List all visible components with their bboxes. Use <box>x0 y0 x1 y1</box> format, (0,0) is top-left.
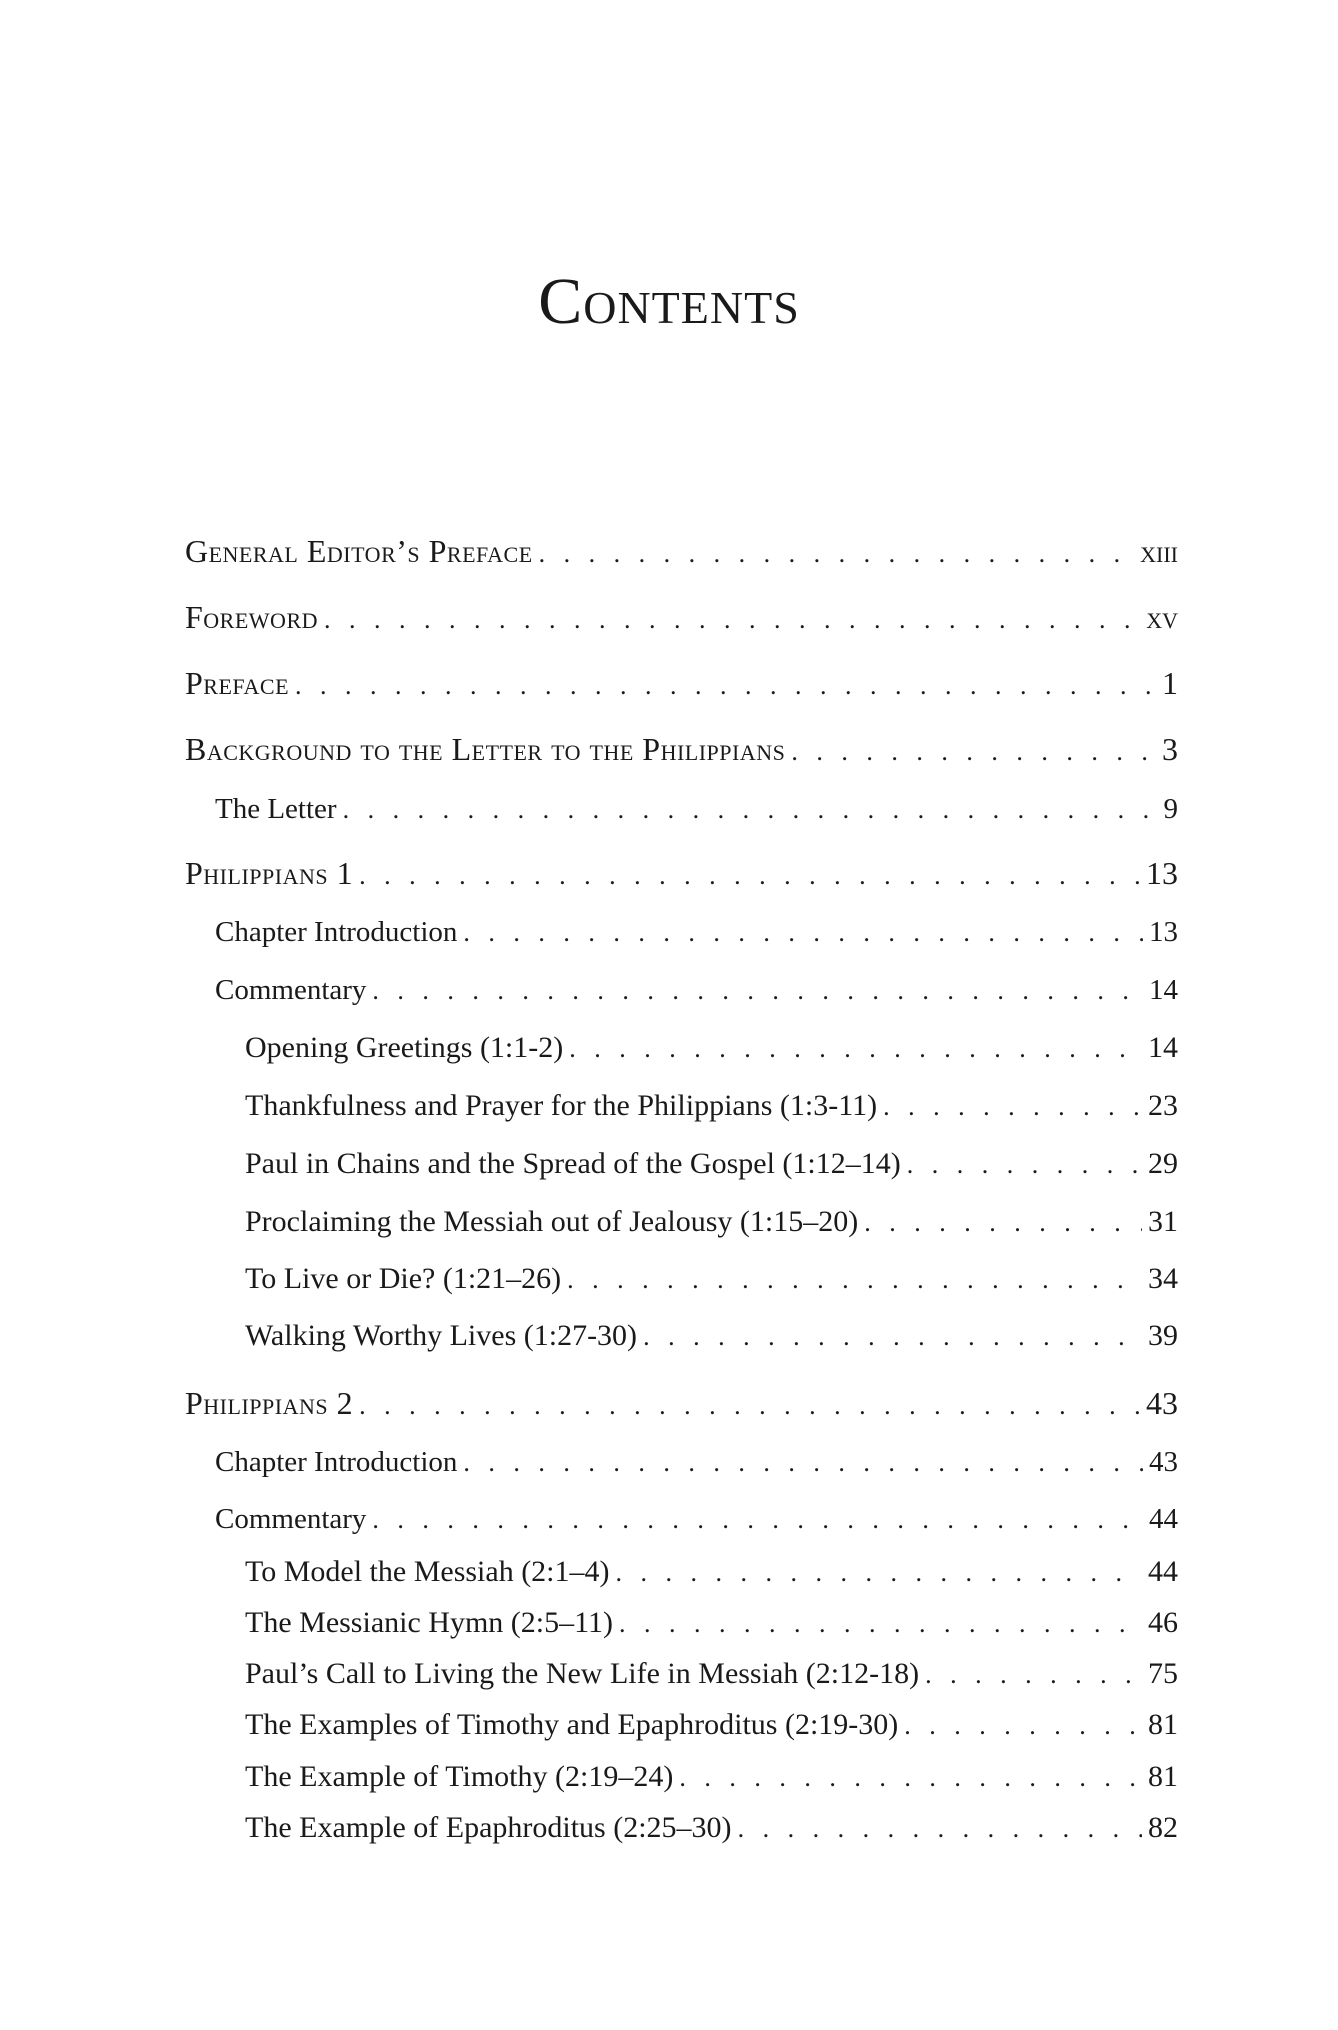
toc-entry-commentary[interactable] <box>185 976 1178 1005</box>
toc-entry-to-live-or-die[interactable] <box>185 1264 1178 1294</box>
dot-leader <box>569 1036 1142 1062</box>
toc-entry-label: Opening Greetings (1:1-2) <box>245 1031 564 1064</box>
toc-page-number: 31 <box>1148 1205 1178 1238</box>
toc-page-number: 1 <box>1162 665 1178 701</box>
toc-page-number: 9 <box>1163 793 1178 825</box>
toc-entry-label: The Example of Timothy (2:19–24) <box>245 1760 674 1793</box>
toc-entry-label: To Live or Die? (1:21–26) <box>245 1262 562 1295</box>
toc-entry-label: Paul in Chains and the Spread of the Gospel (1:12–14) <box>245 1147 901 1180</box>
toc-entry-label: Background to the Letter to the Philippians <box>185 731 786 767</box>
toc-entry-walking-worthy-lives[interactable] <box>185 1321 1178 1351</box>
toc-entry-opening-greetings[interactable] <box>185 1033 1178 1063</box>
toc-entry-label: Foreword <box>185 599 319 635</box>
toc-page-number: 44 <box>1148 1555 1178 1588</box>
dot-leader <box>359 863 1140 889</box>
dot-leader <box>791 739 1156 765</box>
toc-entry-commentary-2[interactable] <box>185 1505 1178 1534</box>
toc-entry-foreword[interactable] <box>185 601 1178 633</box>
toc-entry-label: Walking Worthy Lives (1:27-30) <box>245 1319 638 1352</box>
toc-page-number: 82 <box>1148 1811 1178 1844</box>
toc-page-number: 39 <box>1148 1319 1178 1352</box>
toc-page-number: 81 <box>1148 1760 1178 1793</box>
toc-entry-label: Commentary <box>215 974 367 1006</box>
toc-entry-label: To Model the Messiah (2:1–4) <box>245 1555 610 1588</box>
toc-entry-label: Chapter Introduction <box>215 916 458 948</box>
dot-leader <box>463 920 1143 946</box>
dot-leader <box>372 1507 1143 1533</box>
dot-leader <box>539 541 1134 567</box>
toc-entry-chapter-introduction-2[interactable] <box>185 1448 1178 1477</box>
toc-entry-philippians-2[interactable] <box>185 1387 1178 1419</box>
toc-page-number: 13 <box>1146 855 1178 891</box>
dot-leader <box>643 1324 1142 1350</box>
dot-leader <box>372 978 1143 1004</box>
toc-page-number: 81 <box>1148 1708 1178 1741</box>
toc-page-number: 29 <box>1148 1147 1178 1180</box>
toc-page-number: 75 <box>1148 1657 1178 1690</box>
toc-page-number: 3 <box>1162 731 1178 767</box>
page-title: Contents <box>538 265 800 339</box>
dot-leader <box>738 1816 1142 1842</box>
dot-leader <box>567 1267 1142 1293</box>
toc-page-number: 34 <box>1148 1262 1178 1295</box>
toc-entry-label: Proclaiming the Messiah out of Jealousy (1:15–20) <box>245 1205 859 1238</box>
dot-leader <box>907 1152 1142 1178</box>
toc-entry-label: The Examples of Timothy and Epaphroditus (2:19-30) <box>245 1708 899 1741</box>
toc-page-number: 43 <box>1149 1446 1178 1478</box>
dot-leader <box>463 1450 1143 1476</box>
toc-page-number: 46 <box>1148 1606 1178 1639</box>
toc-entry-examples-timothy-epaphroditus[interactable] <box>185 1710 1178 1740</box>
dot-leader <box>359 1393 1140 1419</box>
toc-page-number: 43 <box>1146 1385 1178 1421</box>
toc-entry-background[interactable] <box>185 733 1178 765</box>
toc-entry-proclaiming-the-messiah[interactable] <box>185 1207 1178 1237</box>
dot-leader <box>616 1560 1142 1586</box>
toc-entry-paul-in-chains[interactable] <box>185 1149 1178 1179</box>
toc-entry-to-model-the-messiah[interactable] <box>185 1557 1178 1587</box>
toc-entry-label: The Example of Epaphroditus (2:25–30) <box>245 1811 732 1844</box>
dot-leader <box>883 1094 1142 1120</box>
toc-page-number: xv <box>1146 599 1178 635</box>
toc-entry-example-of-epaphroditus[interactable] <box>185 1813 1178 1843</box>
dot-leader <box>864 1210 1142 1236</box>
toc-entry-label: Philippians 2 <box>185 1385 354 1421</box>
dot-leader <box>904 1713 1142 1739</box>
toc-entry-label: The Messianic Hymn (2:5–11) <box>245 1606 613 1639</box>
toc-page-number: xiii <box>1140 533 1178 569</box>
toc-entry-label: Thankfulness and Prayer for the Philippians (1:3-11) <box>245 1089 878 1122</box>
dot-leader <box>925 1662 1142 1688</box>
toc-page-number: 23 <box>1148 1089 1178 1122</box>
toc-entry-messianic-hymn[interactable] <box>185 1608 1178 1638</box>
toc-entry-philippians-1[interactable] <box>185 857 1178 889</box>
dot-leader <box>679 1765 1142 1791</box>
toc-page-number: 13 <box>1149 916 1178 948</box>
toc-entry-general-editors-preface[interactable] <box>185 535 1178 567</box>
dot-leader <box>295 673 1156 699</box>
toc-entry-preface[interactable] <box>185 667 1178 699</box>
toc-page-number: 44 <box>1149 1503 1178 1535</box>
toc-page-number: 14 <box>1148 1031 1178 1064</box>
dot-leader <box>343 797 1158 823</box>
dot-leader <box>324 607 1140 633</box>
toc-entry-label: Paul’s Call to Living the New Life in Messiah (2:12-18) <box>245 1657 920 1690</box>
toc-entry-label: Chapter Introduction <box>215 1446 458 1478</box>
toc-entry-label: Commentary <box>215 1503 367 1535</box>
toc-entry-label: General Editor’s Preface <box>185 533 533 569</box>
toc-entry-the-letter[interactable] <box>185 795 1178 824</box>
toc-entry-example-of-timothy[interactable] <box>185 1762 1178 1792</box>
toc-entry-label: Preface <box>185 665 290 701</box>
toc-entry-pauls-call[interactable] <box>185 1659 1178 1689</box>
toc-entry-label: Philippians 1 <box>185 855 354 891</box>
toc-entry-label: The Letter <box>215 793 337 825</box>
dot-leader <box>619 1611 1142 1637</box>
toc-entry-thankfulness-and-prayer[interactable] <box>185 1091 1178 1121</box>
toc-entry-chapter-introduction[interactable] <box>185 918 1178 947</box>
toc-page-number: 14 <box>1149 974 1178 1006</box>
